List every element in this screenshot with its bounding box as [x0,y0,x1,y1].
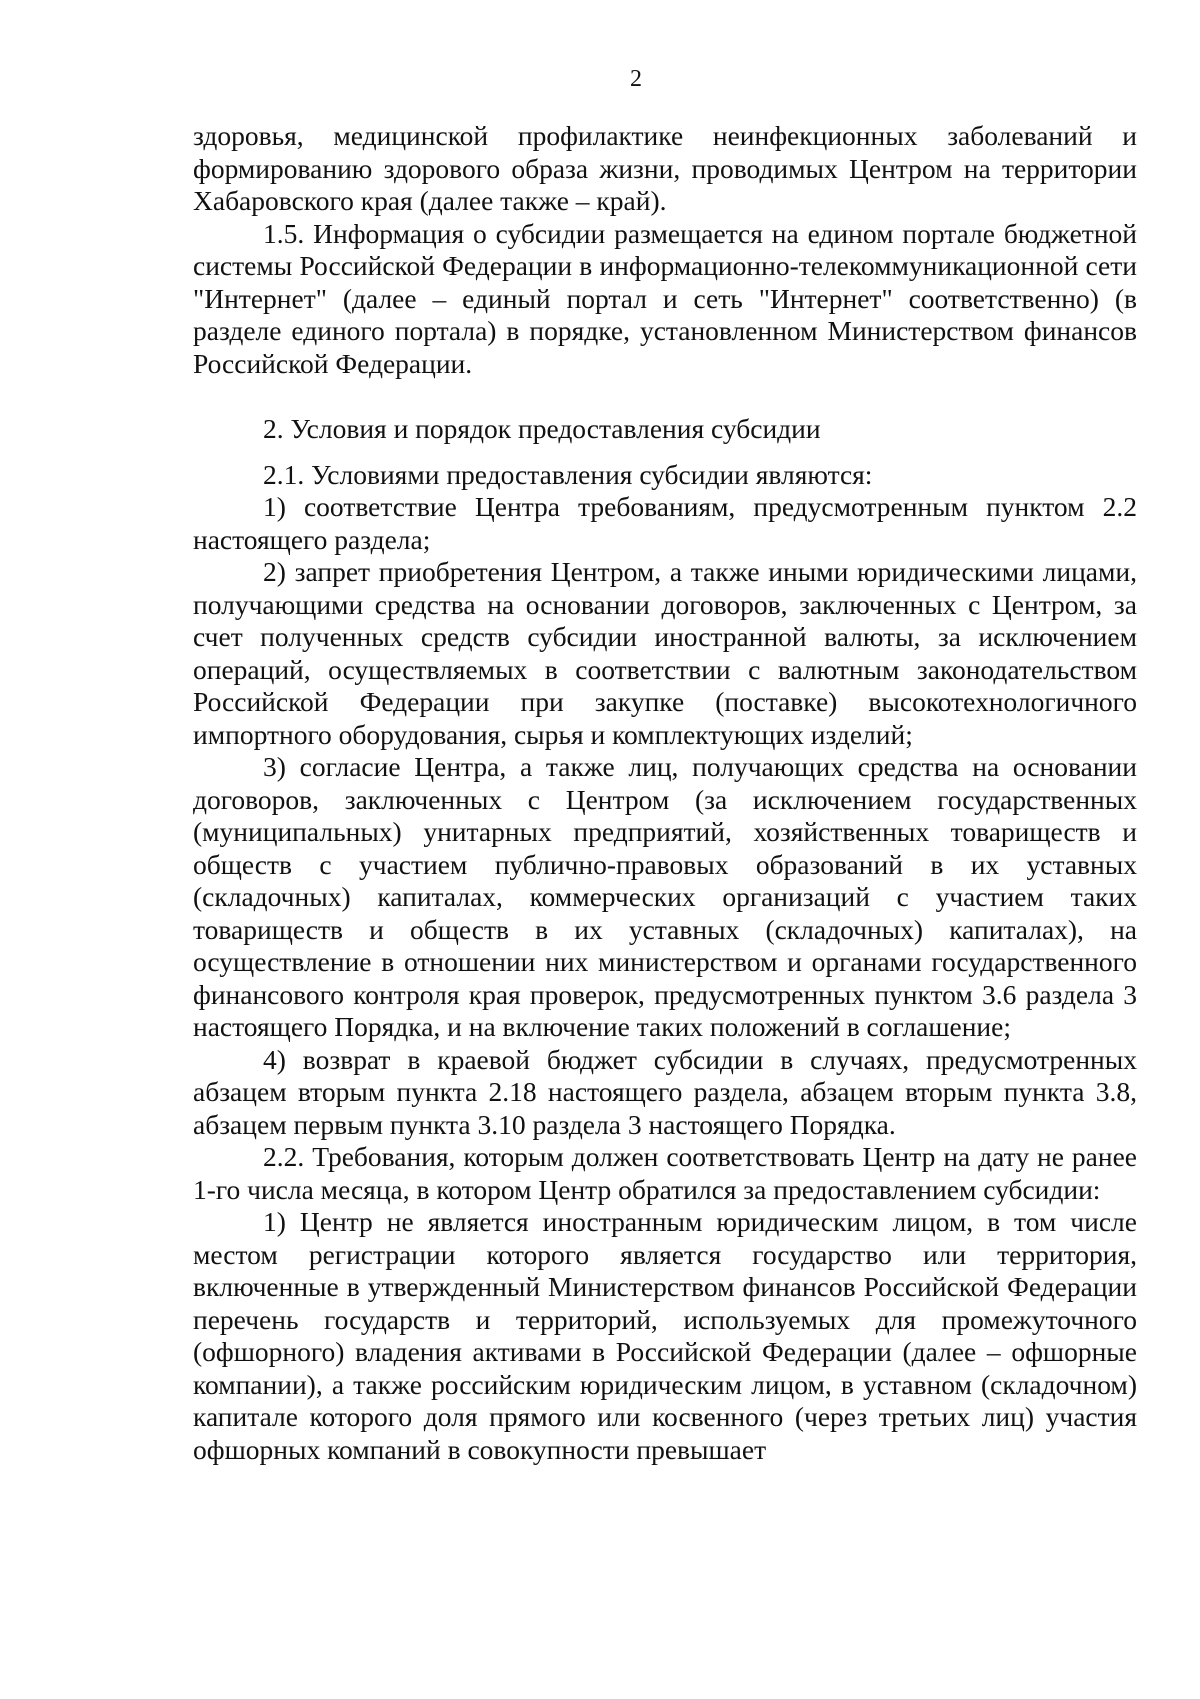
list-item-2-1-3: 3) согласие Центра, а также лиц, получающих средства на основании договоров, заключенных с Центром (за исключением государственных (муниципальных) унитарных предприятий, хозяйственных товариществ и обществ с участием публично-правовых образований в их уставных (складочных) капиталах, коммерческих организаций с участием таких товариществ и обществ в их уставных (складочных) капиталах), на осуществление в отношении них министерством и органами государственного финансового контроля края проверок, предусмотренных пунктом 3.6 раздела 3 настоящего Порядка, и на включение таких положений в соглашение; [193,751,1137,1042]
paragraph-2-1: 2.1. Условиями предоставления субсидии являются: [263,458,873,490]
list-item-2-2-1: 1) Центр не является иностранным юридическим лицом, в том числе местом регистрации которого является государство или территория, включенные в утвержденный Министерством финансов Российской Федерации перечень государств и территорий, используемых для промежуточного (офшорного) владения активами в Российской Федерации (далее – офшорные компании), а также российским юридическим лицом, в уставном (складочном) капитале которого доля прямого или косвенного (через третьих лиц) участия офшорных компаний в совокупности превышает [193,1206,1137,1465]
list-item-2-1-4: 4) возврат в краевой бюджет субсидии в случаях, предусмотренных абзацем вторым пункта 2.18 настоящего раздела, абзацем вторым пункта 3.8, абзацем первым пункта 3.10 раздела 3 настоящего Порядка. [193,1043,1137,1140]
page-number: 2 [630,66,642,92]
paragraph-continuation: здоровья, медицинской профилактике неинфекционных заболеваний и формированию здорового образа жизни, проводимых Центром на территории Хабаровского края (далее также – край). [193,120,1137,216]
list-item-2-1-1: 1) соответствие Центра требованиям, предусмотренным пунктом 2.2 настоящего раздела; [193,491,1137,555]
list-item-2-1-2: 2) запрет приобретения Центром, а также иными юридическими лицами, получающими средства на основании договоров, заключенных с Центром, за счет полученных средств субсидии иностранной валюты, за исключением операций, осуществляемых в соответствии с валютным законодательством Российской Федерации при закупке (поставке) высокотехнологичного импортного оборудования, сырья и комплектующих изделий; [193,556,1137,750]
paragraph-2-2: 2.2. Требования, которым должен соответствовать Центр на дату не ранее 1-го числа месяца, в котором Центр обратился за предоставлением субсидии: [193,1141,1137,1205]
section-heading-2: 2. Условия и порядок предоставления субсидии [263,413,821,444]
document-body [193,120,1137,1466]
paragraph-1-5: 1.5. Информация о субсидии размещается на едином портале бюджетной системы Российской Федерации в информационно-телекоммуникационной сети "Интернет" (далее – единый портал и сеть "Интернет" соответственно) (в разделе единого портала) в порядке, установленном Министерством финансов Российской Федерации. [193,217,1137,379]
